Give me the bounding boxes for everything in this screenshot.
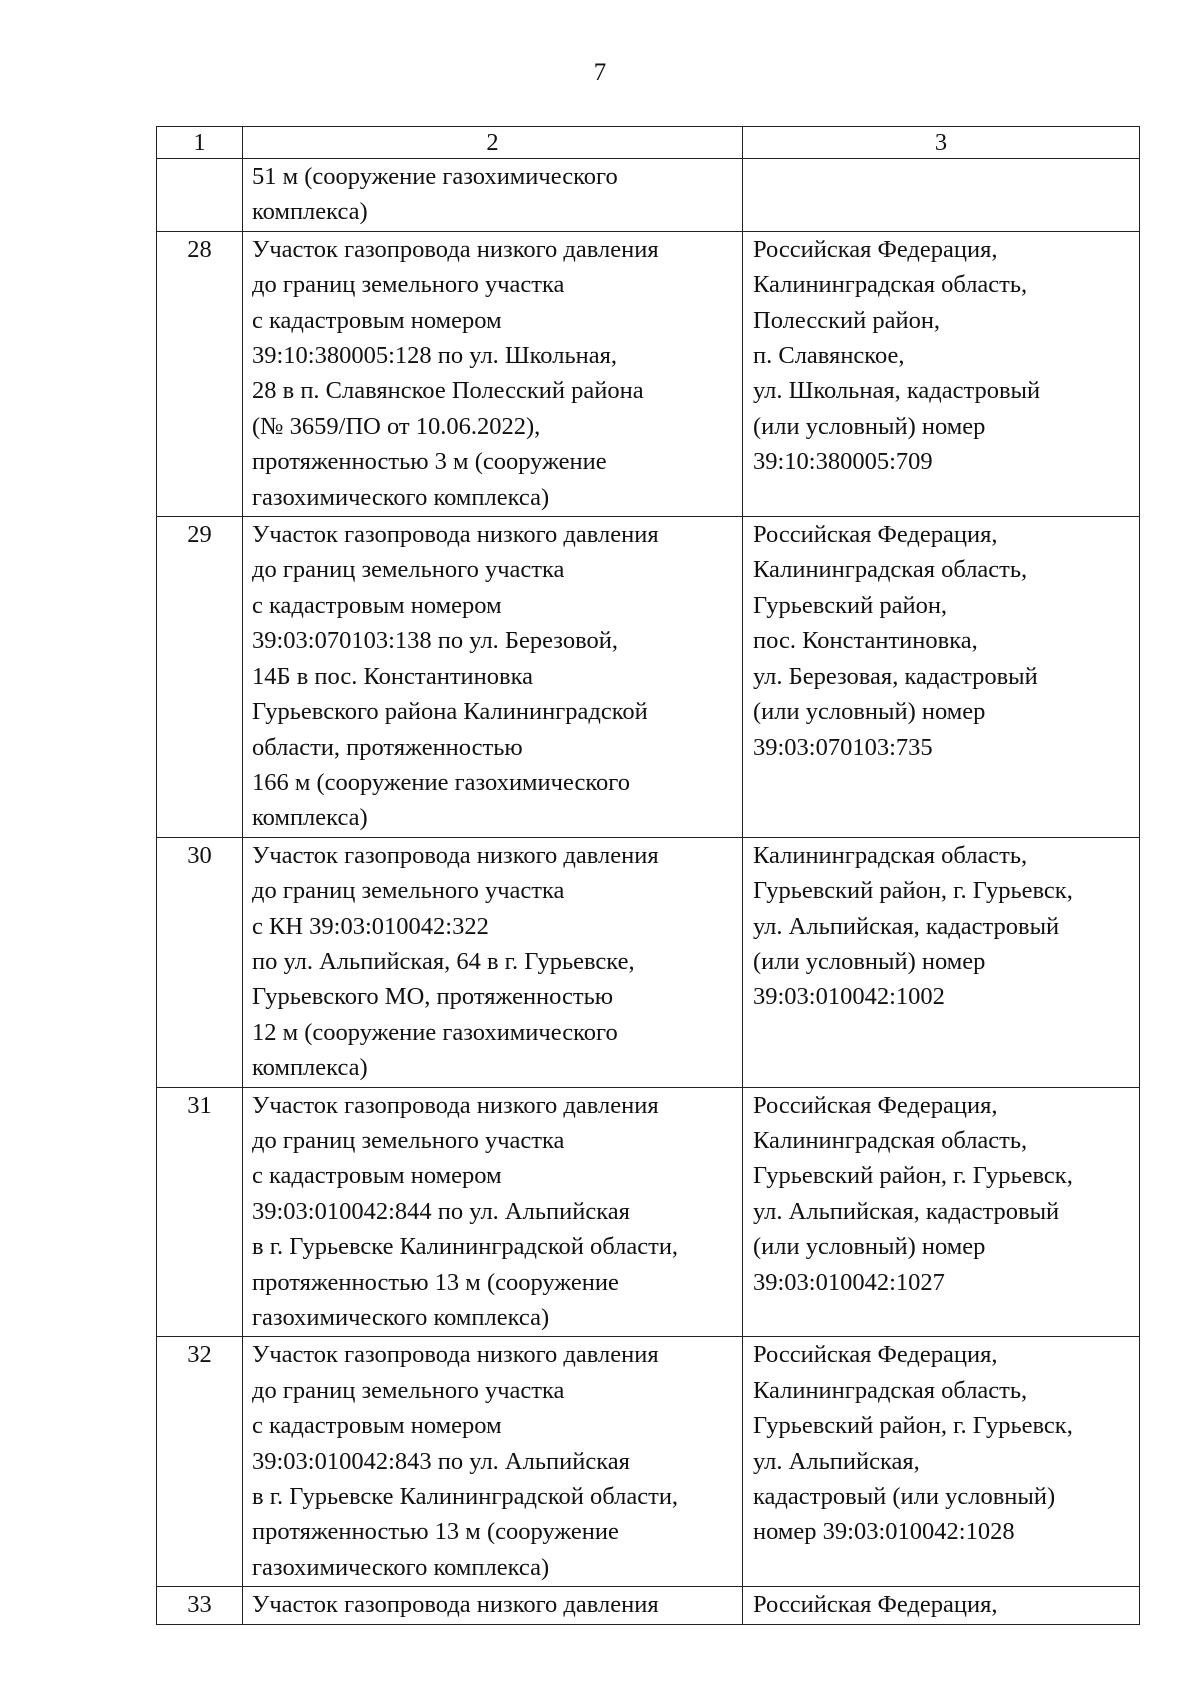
header-cell-1: 1 (157, 127, 243, 159)
object-location: Российская Федерация, Калининградская область, Гурьевский район, пос. Константиновка, ул. Березовая, кадастровый (или условный) номер 39:03:070103:735 (743, 517, 1140, 838)
row-number: 32 (157, 1337, 243, 1587)
object-description: 51 м (сооружение газохимического комплекса) (243, 159, 743, 232)
object-description: Участок газопровода низкого давления до границ земельного участка с кадастровым номером 39:03:010042:843 по ул. Альпийская в г. Гурьевске Калининградской области, протяженностью 13 м (сооружение газохимического комплекса) (243, 1337, 743, 1587)
object-description: Участок газопровода низкого давления до границ земельного участка с КН 39:03:010042:322 по ул. Альпийская, 64 в г. Гурьевске, Гурьевского МО, протяженностью 12 м (сооружение газохимического комплекса) (243, 837, 743, 1087)
object-location: Российская Федерация, Калининградская область, Гурьевский район, г. Гурьевск, ул. Альпийская, кадастровый (или условный) номер 39:03:010042:1027 (743, 1087, 1140, 1337)
objects-table (156, 126, 1140, 1625)
table-row (157, 1587, 1140, 1624)
object-location: Российская Федерация, (743, 1587, 1140, 1624)
object-description: Участок газопровода низкого давления (243, 1587, 743, 1624)
row-number: 33 (157, 1587, 243, 1624)
table-row (157, 837, 1140, 1087)
object-location (743, 159, 1140, 232)
table-row (157, 231, 1140, 516)
object-location: Российская Федерация, Калининградская область, Гурьевский район, г. Гурьевск, ул. Альпийская, кадастровый (или условный) номер 39:03:010042:1028 (743, 1337, 1140, 1587)
row-number: 28 (157, 231, 243, 516)
object-description: Участок газопровода низкого давления до границ земельного участка с кадастровым номером 39:03:010042:844 по ул. Альпийская в г. Гурьевске Калининградской области, протяженностью 13 м (сооружение газохимического комплекса) (243, 1087, 743, 1337)
row-number: 29 (157, 517, 243, 838)
table-header-row (157, 127, 1140, 159)
table-row (157, 517, 1140, 838)
object-description: Участок газопровода низкого давления до границ земельного участка с кадастровым номером 39:03:070103:138 по ул. Березовой, 14Б в пос. Константиновка Гурьевского района Калининградской области, протяженностью 166 м (сооружение газохимического комплекса) (243, 517, 743, 838)
table-row (157, 1337, 1140, 1587)
row-number: 30 (157, 837, 243, 1087)
header-cell-3: 3 (743, 127, 1140, 159)
header-cell-2: 2 (243, 127, 743, 159)
table-row (157, 1087, 1140, 1337)
object-location: Калининградская область, Гурьевский район, г. Гурьевск, ул. Альпийская, кадастровый (или условный) номер 39:03:010042:1002 (743, 837, 1140, 1087)
row-number: 31 (157, 1087, 243, 1337)
object-location: Российская Федерация, Калининградская область, Полесский район, п. Славянское, ул. Школьная, кадастровый (или условный) номер 39:10:380005:709 (743, 231, 1140, 516)
object-description: Участок газопровода низкого давления до границ земельного участка с кадастровым номером 39:10:380005:128 по ул. Школьная, 28 в п. Славянское Полесский района (№ 3659/ПО от 10.06.2022), протяженностью 3 м (сооружение газохимического комплекса) (243, 231, 743, 516)
row-number (157, 159, 243, 232)
page-number: 7 (593, 59, 607, 86)
table-row (157, 159, 1140, 232)
